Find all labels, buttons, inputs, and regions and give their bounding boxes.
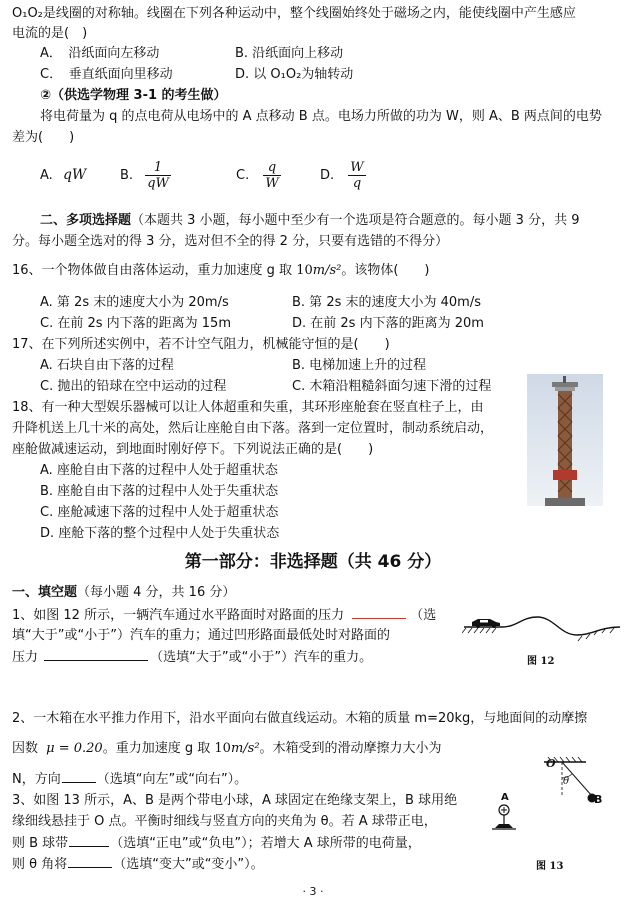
q16-stem-text: 16、一个物体做自由落体运动，重力加速度 g 取 [12,263,293,278]
q16-g-unit: m/s² [312,263,342,278]
fill-title: 一、填空题 [12,585,78,600]
q31-heading: ②（供选学物理 3-1 的考生做） [40,88,227,103]
fill-q3-line1: 3、如图 13 所示，A、B 是两个带电小球，A 球固定在绝缘支架上，B 球用绝 [12,793,458,808]
figure-13-caption: 图 13 [536,861,564,872]
q18-line3: 座舱做减速运动，到地面时刚好停下。下列说法正确的是( ) [12,442,374,457]
fraction-numerator: W [350,160,364,175]
fill-q2-text-end: （选填“向左”或“向右”）。 [96,772,248,787]
fill-desc: （每小题 4 分，共 16 分） [77,585,236,600]
q18-option-a: A. 座舱自由下落的过程中人处于超重状态 [40,463,278,478]
fill-q2-line3 [12,770,247,789]
section2-header [40,212,580,230]
q31-option-c [236,160,281,191]
q31-line1: 将电荷量为 q 的点电荷从电场中的 A 点移动 B 点。电场力所做的功为 W，则 A、B 两点间的电势 [40,109,602,124]
option-label: C. [236,168,250,183]
curved-road-diagram [462,603,622,647]
q16-option-b: B. 第 2s 末的速度大小为 40m/s [292,295,481,310]
option-label: A. [40,168,53,183]
q17-stem: 17、在下列所述实例中，若不计空气阻力，机械能守恒的是( ) [12,337,390,352]
q-top-option-c: C． 垂直纸面向里移动 [40,67,173,82]
fill-q1-line2: 填“大于”或“小于”）汽车的重力；通过凹形路面最低处时对路面的 [12,628,390,643]
q-top-option-d: D. 以 O₁O₂为轴转动 [235,67,354,82]
option-expression: qW [62,167,87,183]
fill-q1-line1 [12,606,436,625]
fraction [348,160,365,191]
fill-header [12,584,235,602]
fraction-denominator: qW [147,176,169,191]
q16-stem [12,262,430,280]
q16-option-d: D. 在前 2s 内下落的距离为 20m [292,316,484,331]
q31-option-a [40,166,86,185]
fill-q3-line4 [12,855,264,874]
fill-q1-text-end: （选填“大于”或“小于”）汽车的重力。 [150,650,373,665]
q31-option-b [120,160,171,191]
fig13-label-a: A [501,792,509,803]
fill-q2-text: N，方向 [12,772,61,787]
section2-desc: （本题共 3 小题，每小题中至少有一个选项是符合题意的。每小题 3 分，共 9 [131,213,580,228]
fill-q1-line3 [12,648,372,667]
q-top-line2: 电流的是( ) [12,26,88,41]
friction-coefficient: μ = 0.20 [46,741,103,756]
option-label: D. [320,168,335,183]
fill-q3-text-end: （选填“变大”或“变小”）。 [113,857,264,872]
q16-g-value: 10 [296,263,313,278]
q-top-option-b: B. 沿纸面向上移动 [235,46,344,61]
fill-q3-line3 [12,834,421,853]
fill-q3-text-end: （选填“正电”或“负电”）；若增大 A 球所带的电荷量， [110,836,421,851]
fraction [263,160,280,191]
q18-option-c: C. 座舱减速下落的过程中人处于超重状态 [40,505,279,520]
fill-q2-line1: 2、一木箱在水平推力作用下，沿水平面向右做直线运动。木箱的质量 m=20kg，与地面间的动摩擦 [12,711,588,726]
q16-option-a: A. 第 2s 末的速度大小为 20m/s [40,295,229,310]
answer-blank[interactable] [69,834,109,847]
q16-option-c: C. 在前 2s 内下落的距离为 15m [40,316,231,331]
fill-q2-text-end: 。木箱受到的滑动摩擦力大小为 [259,741,442,756]
drop-tower-image [527,374,603,506]
answer-blank[interactable] [44,648,148,661]
fraction-numerator: q [263,160,280,176]
q31-line2: 差为( ) [12,130,75,145]
fill-q2-text: 因数 [12,741,39,756]
figure-12-caption: 图 12 [527,656,555,667]
q31-option-d [320,160,366,191]
page-number: · 3 · [302,885,324,898]
fig13-label-b: B [594,793,603,806]
g-value: 10 [214,741,231,756]
fill-q1-text: 压力 [12,650,39,665]
section2-desc-line2: 分。每小题全选对的得 3 分，选对但不全的得 2 分，只要有选错的不得分） [12,234,449,249]
q18-line2: 升降机送上几十米的高处，然后让座舱自由下落。落到一定位置时，制动系统启动， [12,421,494,436]
fig13-label-o: O [546,757,556,770]
figure-12 [462,603,622,647]
option-label: B. [120,168,134,183]
fill-q2-line2 [12,740,442,758]
part-title: 第一部分：非选择题（共 46 分） [184,552,442,572]
q17-option-c: C. 抛出的铅球在空中运动的过程 [40,379,227,394]
q16-stem-end: 。该物体( ) [341,263,430,278]
q18-line1: 18、有一种大型娱乐器械可以让人体超重和失重，其环形座舱套在竖直柱子上，由 [12,400,484,415]
fig13-label-theta: θ [563,776,570,787]
fill-q3-text: 则 θ 角将 [12,857,68,872]
fraction-denominator: q [352,176,362,191]
g-unit: m/s² [230,741,260,756]
fill-q3-line2: 缘细线悬挂于 O 点。平衡时细线与竖直方向的夹角为 θ。若 A 球带正电， [12,814,437,829]
drop-tower-photo [527,374,603,506]
q17-option-d: C. 木箱沿粗糙斜面匀速下滑的过程 [292,379,492,394]
answer-blank[interactable] [68,855,112,868]
answer-blank[interactable] [352,606,406,619]
fraction-numerator: 1 [145,160,171,176]
fraction [145,160,171,191]
q17-option-a: A. 石块自由下落的过程 [40,358,174,373]
section2-title: 二、多项选择题 [40,213,132,228]
fill-q1-text: 1、如图 12 所示，一辆汽车通过水平路面时对路面的压力 [12,608,345,623]
fraction-denominator: W [265,176,279,191]
fill-q1-text-end: （选 [410,608,437,623]
fill-q2-text: 。重力加速度 g 取 [102,741,211,756]
q18-option-d: D. 座舱下落的整个过程中人处于失重状态 [40,526,280,541]
fill-q3-text: 则 B 球带 [12,836,69,851]
answer-blank[interactable] [62,770,96,783]
q18-option-b: B. 座舱自由下落的过程中人处于失重状态 [40,484,279,499]
q17-option-b: B. 电梯加速上升的过程 [292,358,427,373]
q-top-option-a: A． 沿纸面向左移动 [40,46,160,61]
q-top-line1: O₁O₂是线圈的对称轴。线圈在下列各种运动中，整个线圈始终处于磁场之内，能使线圈中产生感应 [12,6,576,21]
